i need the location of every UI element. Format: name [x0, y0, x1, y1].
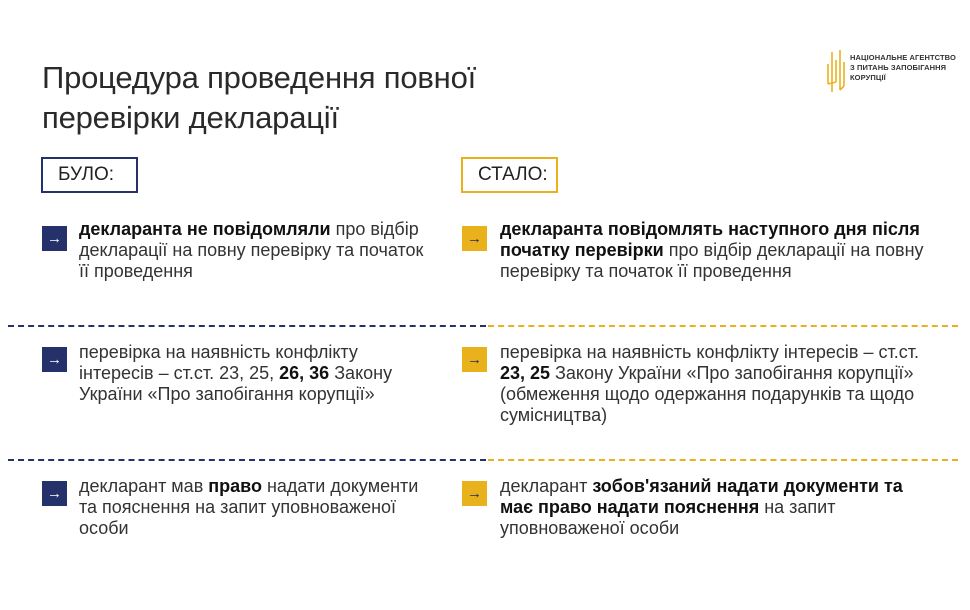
divider-after-1: [488, 325, 958, 327]
arrow-icon: →: [42, 226, 67, 251]
before-label-box: [41, 157, 138, 193]
agency-logo: [826, 44, 956, 100]
divider-before-2: [8, 459, 486, 461]
after-item-2-text-a: перевірка на наявність конфлікту інтересів – ст.ст.: [500, 342, 919, 362]
arrow-icon: →: [462, 226, 487, 251]
arrow-icon: →: [42, 481, 67, 506]
agency-name: [850, 53, 960, 83]
after-item-3-bold: зобов'язаний надати документи та має право надати пояснення: [500, 476, 903, 517]
arrow-icon: →: [462, 481, 487, 506]
after-item-3-text-a: декларант: [500, 476, 593, 496]
after-label-box: [461, 157, 558, 193]
after-item-2-bold: 23, 25: [500, 363, 551, 383]
agency-name-line-2: З ПИТАНЬ ЗАПОБІГАННЯ: [850, 63, 947, 72]
before-item-3-text-b: надати документи та пояснення на запит уповноваженої особи: [79, 476, 419, 538]
after-item-1-bold: декларанта повідомлять наступного дня після початку перевірки: [500, 219, 920, 260]
before-item-3-text-a: декларант мав: [79, 476, 209, 496]
after-item-3-text-b: на запит уповноваженої особи: [500, 497, 836, 538]
agency-emblem-icon: [826, 46, 848, 96]
after-item-2-text-b: Закону України «Про запобігання корупції» (обмеження щодо одержання подарунків та щодо сумісництва): [500, 363, 915, 425]
after-item-1-text: про відбір декларації на повну перевірку та початок її проведення: [500, 240, 924, 281]
arrow-icon: →: [462, 347, 487, 372]
before-item-1-bold: декларанта не повідомляли: [79, 219, 331, 239]
after-item-1: [500, 219, 940, 282]
after-item-2: [500, 342, 940, 426]
agency-name-line-3: КОРУПЦІЇ: [850, 73, 886, 82]
before-item-1-text: про відбір декларації на повну перевірку та початок її проведення: [79, 219, 424, 281]
before-item-2-text-a: перевірка на наявність конфлікту інтересів – ст.ст. 23, 25,: [79, 342, 358, 383]
page-title: [42, 58, 602, 138]
before-item-2-bold: 26, 36: [279, 363, 330, 383]
divider-before-1: [8, 325, 486, 327]
before-label: БУЛО:: [58, 164, 114, 185]
before-item-2: [79, 342, 429, 405]
after-label: СТАЛО:: [478, 164, 548, 185]
after-item-3: [500, 476, 920, 539]
before-item-3: [79, 476, 424, 539]
page-title-line-1: Процедура проведення повної: [42, 60, 477, 95]
before-item-1: [79, 219, 434, 282]
page-title-line-2: перевірки декларації: [42, 100, 339, 135]
divider-after-2: [488, 459, 958, 461]
arrow-icon: →: [42, 347, 67, 372]
agency-name-line-1: НАЦІОНАЛЬНЕ АГЕНТСТВО: [850, 53, 956, 62]
before-item-2-text-b: Закону України «Про запобігання корупції»: [79, 363, 393, 404]
before-item-3-bold: право: [208, 476, 262, 496]
